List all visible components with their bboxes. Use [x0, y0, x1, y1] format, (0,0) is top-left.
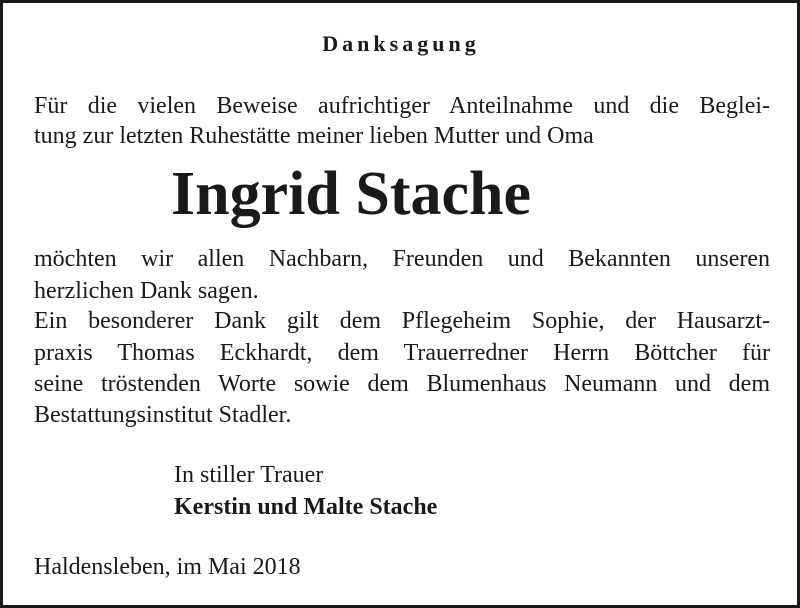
body-line-3: Ein besonderer Dank gilt dem Pflegeheim Sophie, der Hausarzt-	[34, 308, 770, 334]
mourning-phrase: In stiller Trauer	[174, 462, 324, 488]
body-line-2: herzlichen Dank sagen.	[34, 278, 259, 304]
body-line-5: seine tröstenden Worte sowie dem Blumenhaus Neumann und dem	[34, 371, 770, 397]
body-line-4: praxis Thomas Eckhardt, dem Trauerredner Herrn Böttcher für	[34, 340, 770, 366]
intro-line-2: tung zur letzten Ruhestätte meiner lieben Mutter und Oma	[34, 123, 594, 149]
place-date: Haldensleben, im Mai 2018	[34, 554, 301, 580]
deceased-name: Ingrid Stache	[171, 160, 531, 228]
signatories: Kerstin und Malte Stache	[174, 494, 438, 520]
body-line-1: möchten wir allen Nachbarn, Freunden und Bekannten unseren	[34, 246, 770, 272]
intro-line-1: Für die vielen Beweise aufrichtiger Anteilnahme und die Beglei-	[34, 93, 770, 119]
body-line-6: Bestattungsinstitut Stadler.	[34, 402, 292, 428]
notice-heading: Danksagung	[322, 31, 480, 56]
